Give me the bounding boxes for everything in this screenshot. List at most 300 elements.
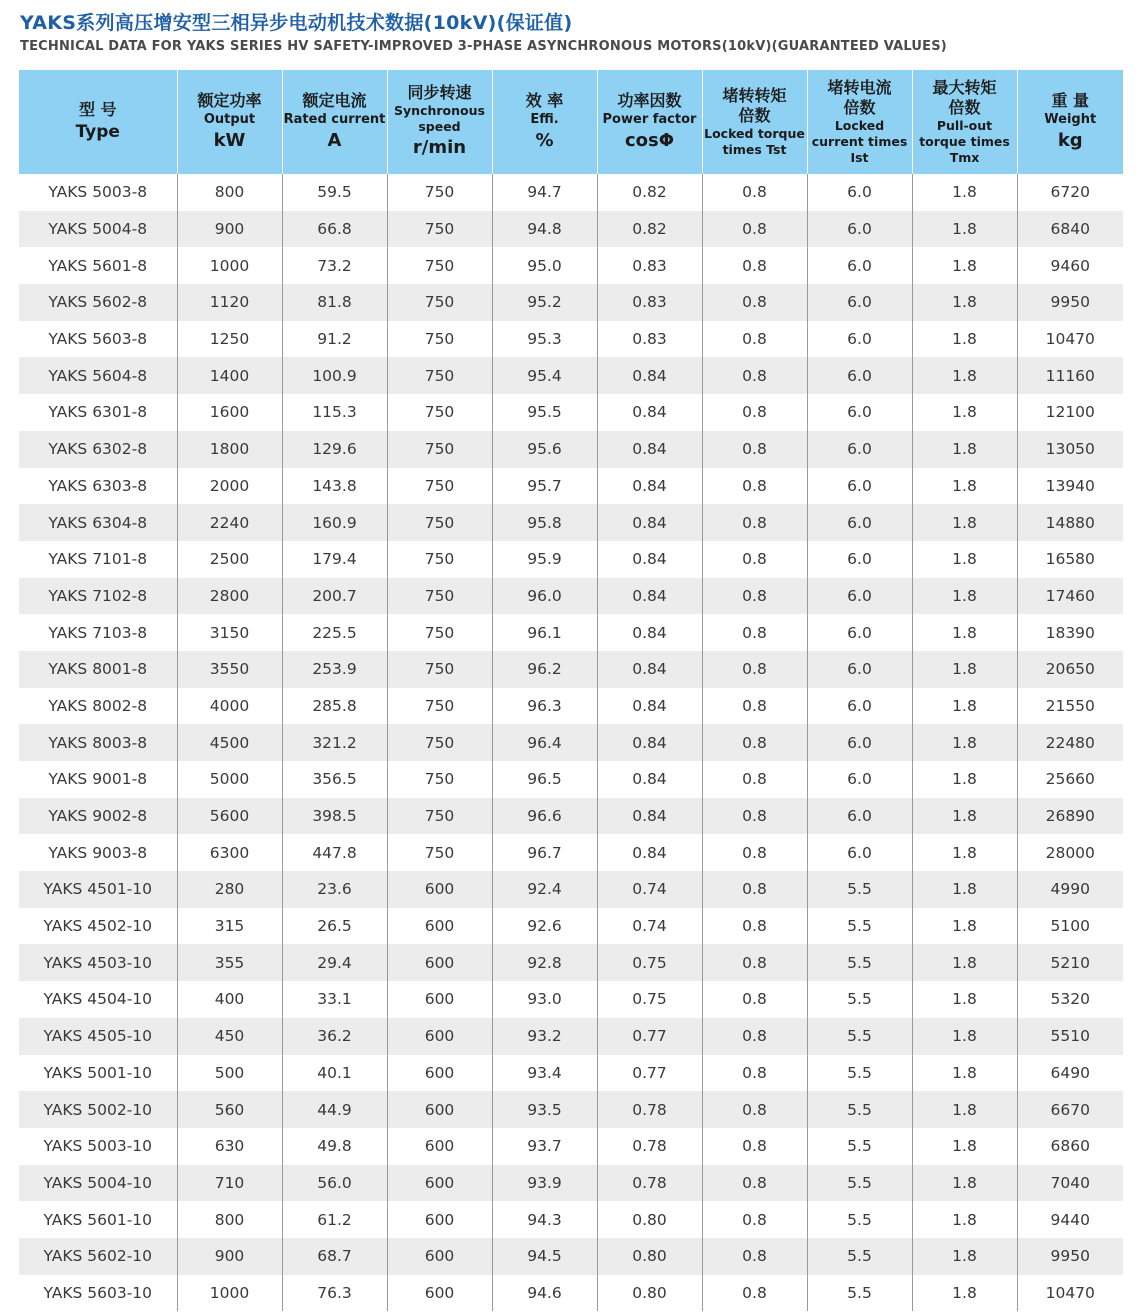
- efficiency-cell: 94.6: [492, 1275, 597, 1312]
- locked-torque-cell: 0.8: [702, 1238, 807, 1275]
- speed-cell: 600: [387, 1201, 492, 1238]
- output-cell: 2000: [177, 468, 282, 505]
- type-cell: YAKS 5004-10: [19, 1165, 177, 1202]
- header-row: [19, 70, 1123, 174]
- pullout-torque-cell: 1.8: [912, 1201, 1017, 1238]
- output-cell: 1800: [177, 431, 282, 468]
- speed-cell: 750: [387, 834, 492, 871]
- efficiency-cell: 96.7: [492, 834, 597, 871]
- power-factor-cell: 0.84: [597, 651, 702, 688]
- pullout-torque-cell: 1.8: [912, 1055, 1017, 1092]
- efficiency-cell: 96.4: [492, 724, 597, 761]
- speed-cell: 750: [387, 614, 492, 651]
- current-cell: 179.4: [282, 541, 387, 578]
- type-cell: YAKS 4502-10: [43, 917, 153, 936]
- locked-current-cell: 6.0: [807, 211, 912, 248]
- weight-cell: 4990: [1017, 871, 1123, 908]
- type-cell: YAKS 5602-10: [19, 1238, 177, 1275]
- locked-current-cell: 5.5: [807, 1055, 912, 1092]
- locked-current-cell: 6.0: [807, 284, 912, 321]
- pullout-torque-cell: 1.8: [912, 394, 1017, 431]
- current-cell: 143.8: [282, 468, 387, 505]
- current-cell: 26.5: [282, 908, 387, 945]
- table-row: [19, 614, 1123, 651]
- type-cell: YAKS 5004-8: [19, 211, 177, 248]
- type-cell: YAKS 8002-8: [48, 696, 148, 715]
- table-row: [19, 1238, 1123, 1275]
- locked-current-cell: 5.5: [807, 908, 912, 945]
- weight-cell: 9460: [1017, 247, 1123, 284]
- efficiency-cell: 96.5: [492, 761, 597, 798]
- current-cell: 447.8: [282, 834, 387, 871]
- speed-cell: 600: [387, 871, 492, 908]
- current-cell: 66.8: [282, 211, 387, 248]
- header-power-factor: 功率因数 Power factor cosΦ: [597, 70, 702, 174]
- table-row: [19, 284, 1123, 321]
- speed-cell: 750: [387, 504, 492, 541]
- current-cell: 76.3: [282, 1275, 387, 1312]
- pullout-torque-cell: 1.8: [912, 908, 1017, 945]
- weight-cell: 5210: [1017, 944, 1123, 981]
- locked-current-cell: 6.0: [807, 651, 912, 688]
- type-cell: YAKS 5603-8: [48, 330, 148, 349]
- weight-cell: 5320: [1017, 981, 1123, 1018]
- table-body: [19, 174, 1123, 1311]
- table-row: [19, 357, 1123, 394]
- locked-current-cell: 6.0: [807, 761, 912, 798]
- efficiency-cell: 92.6: [492, 908, 597, 945]
- pullout-torque-cell: 1.8: [912, 688, 1017, 725]
- efficiency-cell: 95.0: [492, 247, 597, 284]
- weight-cell: 26890: [1017, 798, 1123, 835]
- current-cell: 68.7: [282, 1238, 387, 1275]
- type-cell: YAKS 5601-10: [43, 1210, 153, 1229]
- speed-cell: 750: [387, 247, 492, 284]
- table-row: [19, 247, 1123, 284]
- output-cell: 4500: [177, 724, 282, 761]
- efficiency-cell: 95.7: [492, 468, 597, 505]
- output-cell: 560: [177, 1091, 282, 1128]
- power-factor-cell: 0.78: [597, 1165, 702, 1202]
- current-cell: 160.9: [282, 504, 387, 541]
- power-factor-cell: 0.82: [597, 211, 702, 248]
- locked-current-cell: 6.0: [807, 688, 912, 725]
- type-cell: YAKS 7102-8: [19, 578, 177, 615]
- table-row: [19, 724, 1123, 761]
- locked-torque-cell: 0.8: [702, 688, 807, 725]
- weight-cell: 28000: [1017, 834, 1123, 871]
- locked-torque-cell: 0.8: [702, 504, 807, 541]
- speed-cell: 750: [387, 174, 492, 211]
- output-cell: 315: [177, 908, 282, 945]
- table-row: [19, 944, 1123, 981]
- locked-current-cell: 6.0: [807, 614, 912, 651]
- output-cell: 800: [177, 1201, 282, 1238]
- type-cell: YAKS 8003-8: [19, 724, 177, 761]
- weight-cell: 14880: [1017, 504, 1123, 541]
- efficiency-cell: 95.4: [492, 357, 597, 394]
- power-factor-cell: 0.84: [597, 394, 702, 431]
- speed-cell: 750: [387, 724, 492, 761]
- output-cell: 5600: [177, 798, 282, 835]
- locked-torque-cell: 0.8: [702, 394, 807, 431]
- power-factor-cell: 0.77: [597, 1018, 702, 1055]
- current-cell: 44.9: [282, 1091, 387, 1128]
- locked-torque-cell: 0.8: [702, 981, 807, 1018]
- current-cell: 398.5: [282, 798, 387, 835]
- type-cell: YAKS 4501-10: [19, 871, 177, 908]
- speed-cell: 600: [387, 1055, 492, 1092]
- locked-torque-cell: 0.8: [702, 871, 807, 908]
- power-factor-cell: 0.84: [597, 504, 702, 541]
- locked-torque-cell: 0.8: [702, 284, 807, 321]
- weight-cell: 16580: [1017, 541, 1123, 578]
- power-factor-cell: 0.84: [597, 834, 702, 871]
- locked-current-cell: 5.5: [807, 1091, 912, 1128]
- header-pullout-torque: 最大转矩倍数 Pull-out torque times Tmx: [912, 70, 1017, 174]
- table-row: [19, 1055, 1123, 1092]
- technical-data-table: [19, 70, 1123, 1311]
- weight-cell: 13050: [1017, 431, 1123, 468]
- current-cell: 253.9: [282, 651, 387, 688]
- output-cell: 710: [177, 1165, 282, 1202]
- locked-torque-cell: 0.8: [702, 724, 807, 761]
- output-cell: 900: [177, 211, 282, 248]
- pullout-torque-cell: 1.8: [912, 798, 1017, 835]
- power-factor-cell: 0.75: [597, 944, 702, 981]
- pullout-torque-cell: 1.8: [912, 1091, 1017, 1128]
- table-row: [19, 578, 1123, 615]
- locked-current-cell: 5.5: [807, 1201, 912, 1238]
- pullout-torque-cell: 1.8: [912, 944, 1017, 981]
- output-cell: 3150: [177, 614, 282, 651]
- locked-current-cell: 6.0: [807, 247, 912, 284]
- output-cell: 1250: [177, 321, 282, 358]
- locked-torque-cell: 0.8: [702, 761, 807, 798]
- weight-cell: 10470: [1017, 1275, 1123, 1312]
- power-factor-cell: 0.83: [597, 321, 702, 358]
- current-cell: 100.9: [282, 357, 387, 394]
- locked-torque-cell: 0.8: [702, 1275, 807, 1312]
- locked-torque-cell: 0.8: [702, 1201, 807, 1238]
- current-cell: 356.5: [282, 761, 387, 798]
- table-row: [19, 908, 1123, 945]
- current-cell: 61.2: [282, 1201, 387, 1238]
- type-cell: YAKS 5003-10: [43, 1137, 153, 1156]
- pullout-torque-cell: 1.8: [912, 357, 1017, 394]
- pullout-torque-cell: 1.8: [912, 614, 1017, 651]
- table-row: [19, 1128, 1123, 1165]
- locked-current-cell: 6.0: [807, 541, 912, 578]
- weight-cell: 9950: [1017, 284, 1123, 321]
- locked-current-cell: 6.0: [807, 394, 912, 431]
- weight-cell: 6860: [1017, 1128, 1123, 1165]
- output-cell: 1000: [177, 1275, 282, 1312]
- output-cell: 2500: [177, 541, 282, 578]
- type-cell: YAKS 9003-8: [48, 843, 148, 862]
- speed-cell: 600: [387, 1275, 492, 1312]
- output-cell: 800: [177, 174, 282, 211]
- header-rated-current: 额定电流 Rated current A: [282, 70, 387, 174]
- speed-cell: 600: [387, 908, 492, 945]
- weight-cell: 9440: [1017, 1201, 1123, 1238]
- output-cell: 1120: [177, 284, 282, 321]
- locked-current-cell: 5.5: [807, 981, 912, 1018]
- locked-torque-cell: 0.8: [702, 357, 807, 394]
- speed-cell: 750: [387, 688, 492, 725]
- power-factor-cell: 0.84: [597, 614, 702, 651]
- efficiency-cell: 96.1: [492, 614, 597, 651]
- locked-torque-cell: 0.8: [702, 651, 807, 688]
- efficiency-cell: 96.6: [492, 798, 597, 835]
- table-row: [19, 981, 1123, 1018]
- weight-cell: 12100: [1017, 394, 1123, 431]
- power-factor-cell: 0.84: [597, 798, 702, 835]
- power-factor-cell: 0.84: [597, 431, 702, 468]
- current-cell: 225.5: [282, 614, 387, 651]
- efficiency-cell: 94.7: [492, 174, 597, 211]
- current-cell: 200.7: [282, 578, 387, 615]
- type-cell: YAKS 7101-8: [48, 550, 148, 569]
- weight-cell: 10470: [1017, 321, 1123, 358]
- table-row: [19, 174, 1123, 211]
- locked-torque-cell: 0.8: [702, 431, 807, 468]
- table-row: [19, 1275, 1123, 1312]
- pullout-torque-cell: 1.8: [912, 1128, 1017, 1165]
- output-cell: 2800: [177, 578, 282, 615]
- speed-cell: 750: [387, 578, 492, 615]
- table-row: [19, 1165, 1123, 1202]
- speed-cell: 600: [387, 1018, 492, 1055]
- pullout-torque-cell: 1.8: [912, 468, 1017, 505]
- weight-cell: 21550: [1017, 688, 1123, 725]
- locked-torque-cell: 0.8: [702, 211, 807, 248]
- efficiency-cell: 95.6: [492, 431, 597, 468]
- power-factor-cell: 0.80: [597, 1275, 702, 1312]
- current-cell: 29.4: [282, 944, 387, 981]
- speed-cell: 750: [387, 761, 492, 798]
- current-cell: 321.2: [282, 724, 387, 761]
- locked-torque-cell: 0.8: [702, 834, 807, 871]
- weight-cell: 22480: [1017, 724, 1123, 761]
- locked-torque-cell: 0.8: [702, 321, 807, 358]
- locked-current-cell: 5.5: [807, 1165, 912, 1202]
- output-cell: 5000: [177, 761, 282, 798]
- pullout-torque-cell: 1.8: [912, 504, 1017, 541]
- locked-torque-cell: 0.8: [702, 247, 807, 284]
- power-factor-cell: 0.83: [597, 284, 702, 321]
- weight-cell: 25660: [1017, 761, 1123, 798]
- power-factor-cell: 0.74: [597, 871, 702, 908]
- weight-cell: 20650: [1017, 651, 1123, 688]
- weight-cell: 5510: [1017, 1018, 1123, 1055]
- type-cell: YAKS 6304-8: [19, 504, 177, 541]
- locked-current-cell: 5.5: [807, 1275, 912, 1312]
- speed-cell: 750: [387, 651, 492, 688]
- locked-torque-cell: 0.8: [702, 1165, 807, 1202]
- power-factor-cell: 0.82: [597, 174, 702, 211]
- efficiency-cell: 95.2: [492, 284, 597, 321]
- current-cell: 36.2: [282, 1018, 387, 1055]
- speed-cell: 600: [387, 1238, 492, 1275]
- weight-cell: 9950: [1017, 1238, 1123, 1275]
- current-cell: 59.5: [282, 174, 387, 211]
- power-factor-cell: 0.84: [597, 761, 702, 798]
- speed-cell: 750: [387, 284, 492, 321]
- locked-current-cell: 5.5: [807, 1238, 912, 1275]
- output-cell: 6300: [177, 834, 282, 871]
- pullout-torque-cell: 1.8: [912, 541, 1017, 578]
- locked-current-cell: 6.0: [807, 174, 912, 211]
- locked-torque-cell: 0.8: [702, 1128, 807, 1165]
- power-factor-cell: 0.80: [597, 1201, 702, 1238]
- locked-current-cell: 6.0: [807, 431, 912, 468]
- speed-cell: 600: [387, 944, 492, 981]
- weight-cell: 6720: [1017, 174, 1123, 211]
- table-row: [19, 541, 1123, 578]
- header-locked-torque: 堵转转矩倍数 Locked torque times Tst: [702, 70, 807, 174]
- header-sync-speed: 同步转速 Synchronous speed r/min: [387, 70, 492, 174]
- pullout-torque-cell: 1.8: [912, 1018, 1017, 1055]
- type-cell: YAKS 5001-10: [43, 1063, 153, 1082]
- table-row: [19, 394, 1123, 431]
- weight-cell: 13940: [1017, 468, 1123, 505]
- pullout-torque-cell: 1.8: [912, 981, 1017, 1018]
- power-factor-cell: 0.84: [597, 357, 702, 394]
- locked-current-cell: 6.0: [807, 578, 912, 615]
- efficiency-cell: 93.2: [492, 1018, 597, 1055]
- type-cell: YAKS 5601-8: [48, 256, 148, 275]
- pullout-torque-cell: 1.8: [912, 761, 1017, 798]
- type-cell: YAKS 5003-8: [48, 183, 148, 202]
- type-cell: YAKS 5604-8: [19, 357, 177, 394]
- pullout-torque-cell: 1.8: [912, 321, 1017, 358]
- speed-cell: 750: [387, 541, 492, 578]
- output-cell: 2240: [177, 504, 282, 541]
- locked-torque-cell: 0.8: [702, 944, 807, 981]
- table-row: [19, 1201, 1123, 1238]
- power-factor-cell: 0.77: [597, 1055, 702, 1092]
- speed-cell: 600: [387, 1165, 492, 1202]
- locked-torque-cell: 0.8: [702, 798, 807, 835]
- current-cell: 115.3: [282, 394, 387, 431]
- efficiency-cell: 92.8: [492, 944, 597, 981]
- table-row: [19, 834, 1123, 871]
- speed-cell: 600: [387, 1128, 492, 1165]
- power-factor-cell: 0.83: [597, 247, 702, 284]
- locked-current-cell: 6.0: [807, 357, 912, 394]
- pullout-torque-cell: 1.8: [912, 1165, 1017, 1202]
- current-cell: 91.2: [282, 321, 387, 358]
- weight-cell: 6490: [1017, 1055, 1123, 1092]
- current-cell: 40.1: [282, 1055, 387, 1092]
- weight-cell: 18390: [1017, 614, 1123, 651]
- power-factor-cell: 0.78: [597, 1128, 702, 1165]
- type-cell: YAKS 6303-8: [48, 476, 148, 495]
- locked-current-cell: 5.5: [807, 1018, 912, 1055]
- output-cell: 450: [177, 1018, 282, 1055]
- weight-cell: 7040: [1017, 1165, 1123, 1202]
- power-factor-cell: 0.78: [597, 1091, 702, 1128]
- page-subtitle: TECHNICAL DATA FOR YAKS SERIES HV SAFETY-IMPROVED 3-PHASE ASYNCHRONOUS MOTORS(10kV)(GUARANTEED VALUES): [20, 39, 947, 54]
- speed-cell: 750: [387, 431, 492, 468]
- pullout-torque-cell: 1.8: [912, 578, 1017, 615]
- locked-torque-cell: 0.8: [702, 174, 807, 211]
- locked-current-cell: 6.0: [807, 834, 912, 871]
- locked-torque-cell: 0.8: [702, 1055, 807, 1092]
- output-cell: 900: [177, 1238, 282, 1275]
- weight-cell: 5100: [1017, 908, 1123, 945]
- power-factor-cell: 0.84: [597, 688, 702, 725]
- table-row: [19, 871, 1123, 908]
- power-factor-cell: 0.84: [597, 578, 702, 615]
- efficiency-cell: 93.9: [492, 1165, 597, 1202]
- table-row: [19, 1018, 1123, 1055]
- current-cell: 81.8: [282, 284, 387, 321]
- pullout-torque-cell: 1.8: [912, 871, 1017, 908]
- current-cell: 73.2: [282, 247, 387, 284]
- pullout-torque-cell: 1.8: [912, 1238, 1017, 1275]
- locked-torque-cell: 0.8: [702, 614, 807, 651]
- efficiency-cell: 94.8: [492, 211, 597, 248]
- output-cell: 4000: [177, 688, 282, 725]
- speed-cell: 750: [387, 321, 492, 358]
- pullout-torque-cell: 1.8: [912, 211, 1017, 248]
- type-cell: YAKS 5602-8: [19, 284, 177, 321]
- speed-cell: 750: [387, 394, 492, 431]
- speed-cell: 600: [387, 981, 492, 1018]
- type-cell: YAKS 7103-8: [48, 623, 148, 642]
- type-cell: YAKS 8001-8: [19, 651, 177, 688]
- speed-cell: 750: [387, 211, 492, 248]
- pullout-torque-cell: 1.8: [912, 724, 1017, 761]
- table-row: [19, 1091, 1123, 1128]
- locked-torque-cell: 0.8: [702, 468, 807, 505]
- pullout-torque-cell: 1.8: [912, 834, 1017, 871]
- locked-current-cell: 6.0: [807, 321, 912, 358]
- pullout-torque-cell: 1.8: [912, 651, 1017, 688]
- type-cell: YAKS 4505-10: [19, 1018, 177, 1055]
- power-factor-cell: 0.84: [597, 468, 702, 505]
- pullout-torque-cell: 1.8: [912, 174, 1017, 211]
- locked-torque-cell: 0.8: [702, 541, 807, 578]
- locked-current-cell: 5.5: [807, 871, 912, 908]
- speed-cell: 750: [387, 357, 492, 394]
- current-cell: 129.6: [282, 431, 387, 468]
- table-row: [19, 651, 1123, 688]
- type-cell: YAKS 9001-8: [48, 770, 148, 789]
- speed-cell: 750: [387, 468, 492, 505]
- current-cell: 56.0: [282, 1165, 387, 1202]
- locked-current-cell: 5.5: [807, 944, 912, 981]
- table-row: [19, 321, 1123, 358]
- power-factor-cell: 0.75: [597, 981, 702, 1018]
- page-title: YAKS系列高压增安型三相异步电动机技术数据(10kV)(保证值): [20, 12, 573, 34]
- locked-current-cell: 5.5: [807, 1128, 912, 1165]
- table-row: [19, 431, 1123, 468]
- table-row: [19, 211, 1123, 248]
- header-locked-current: 堵转电流倍数 Locked current times Ist: [807, 70, 912, 174]
- locked-current-cell: 6.0: [807, 468, 912, 505]
- table-row: [19, 504, 1123, 541]
- output-cell: 1000: [177, 247, 282, 284]
- locked-current-cell: 6.0: [807, 798, 912, 835]
- locked-torque-cell: 0.8: [702, 1018, 807, 1055]
- table-row: [19, 798, 1123, 835]
- efficiency-cell: 95.9: [492, 541, 597, 578]
- type-cell: YAKS 4503-10: [19, 944, 177, 981]
- efficiency-cell: 95.5: [492, 394, 597, 431]
